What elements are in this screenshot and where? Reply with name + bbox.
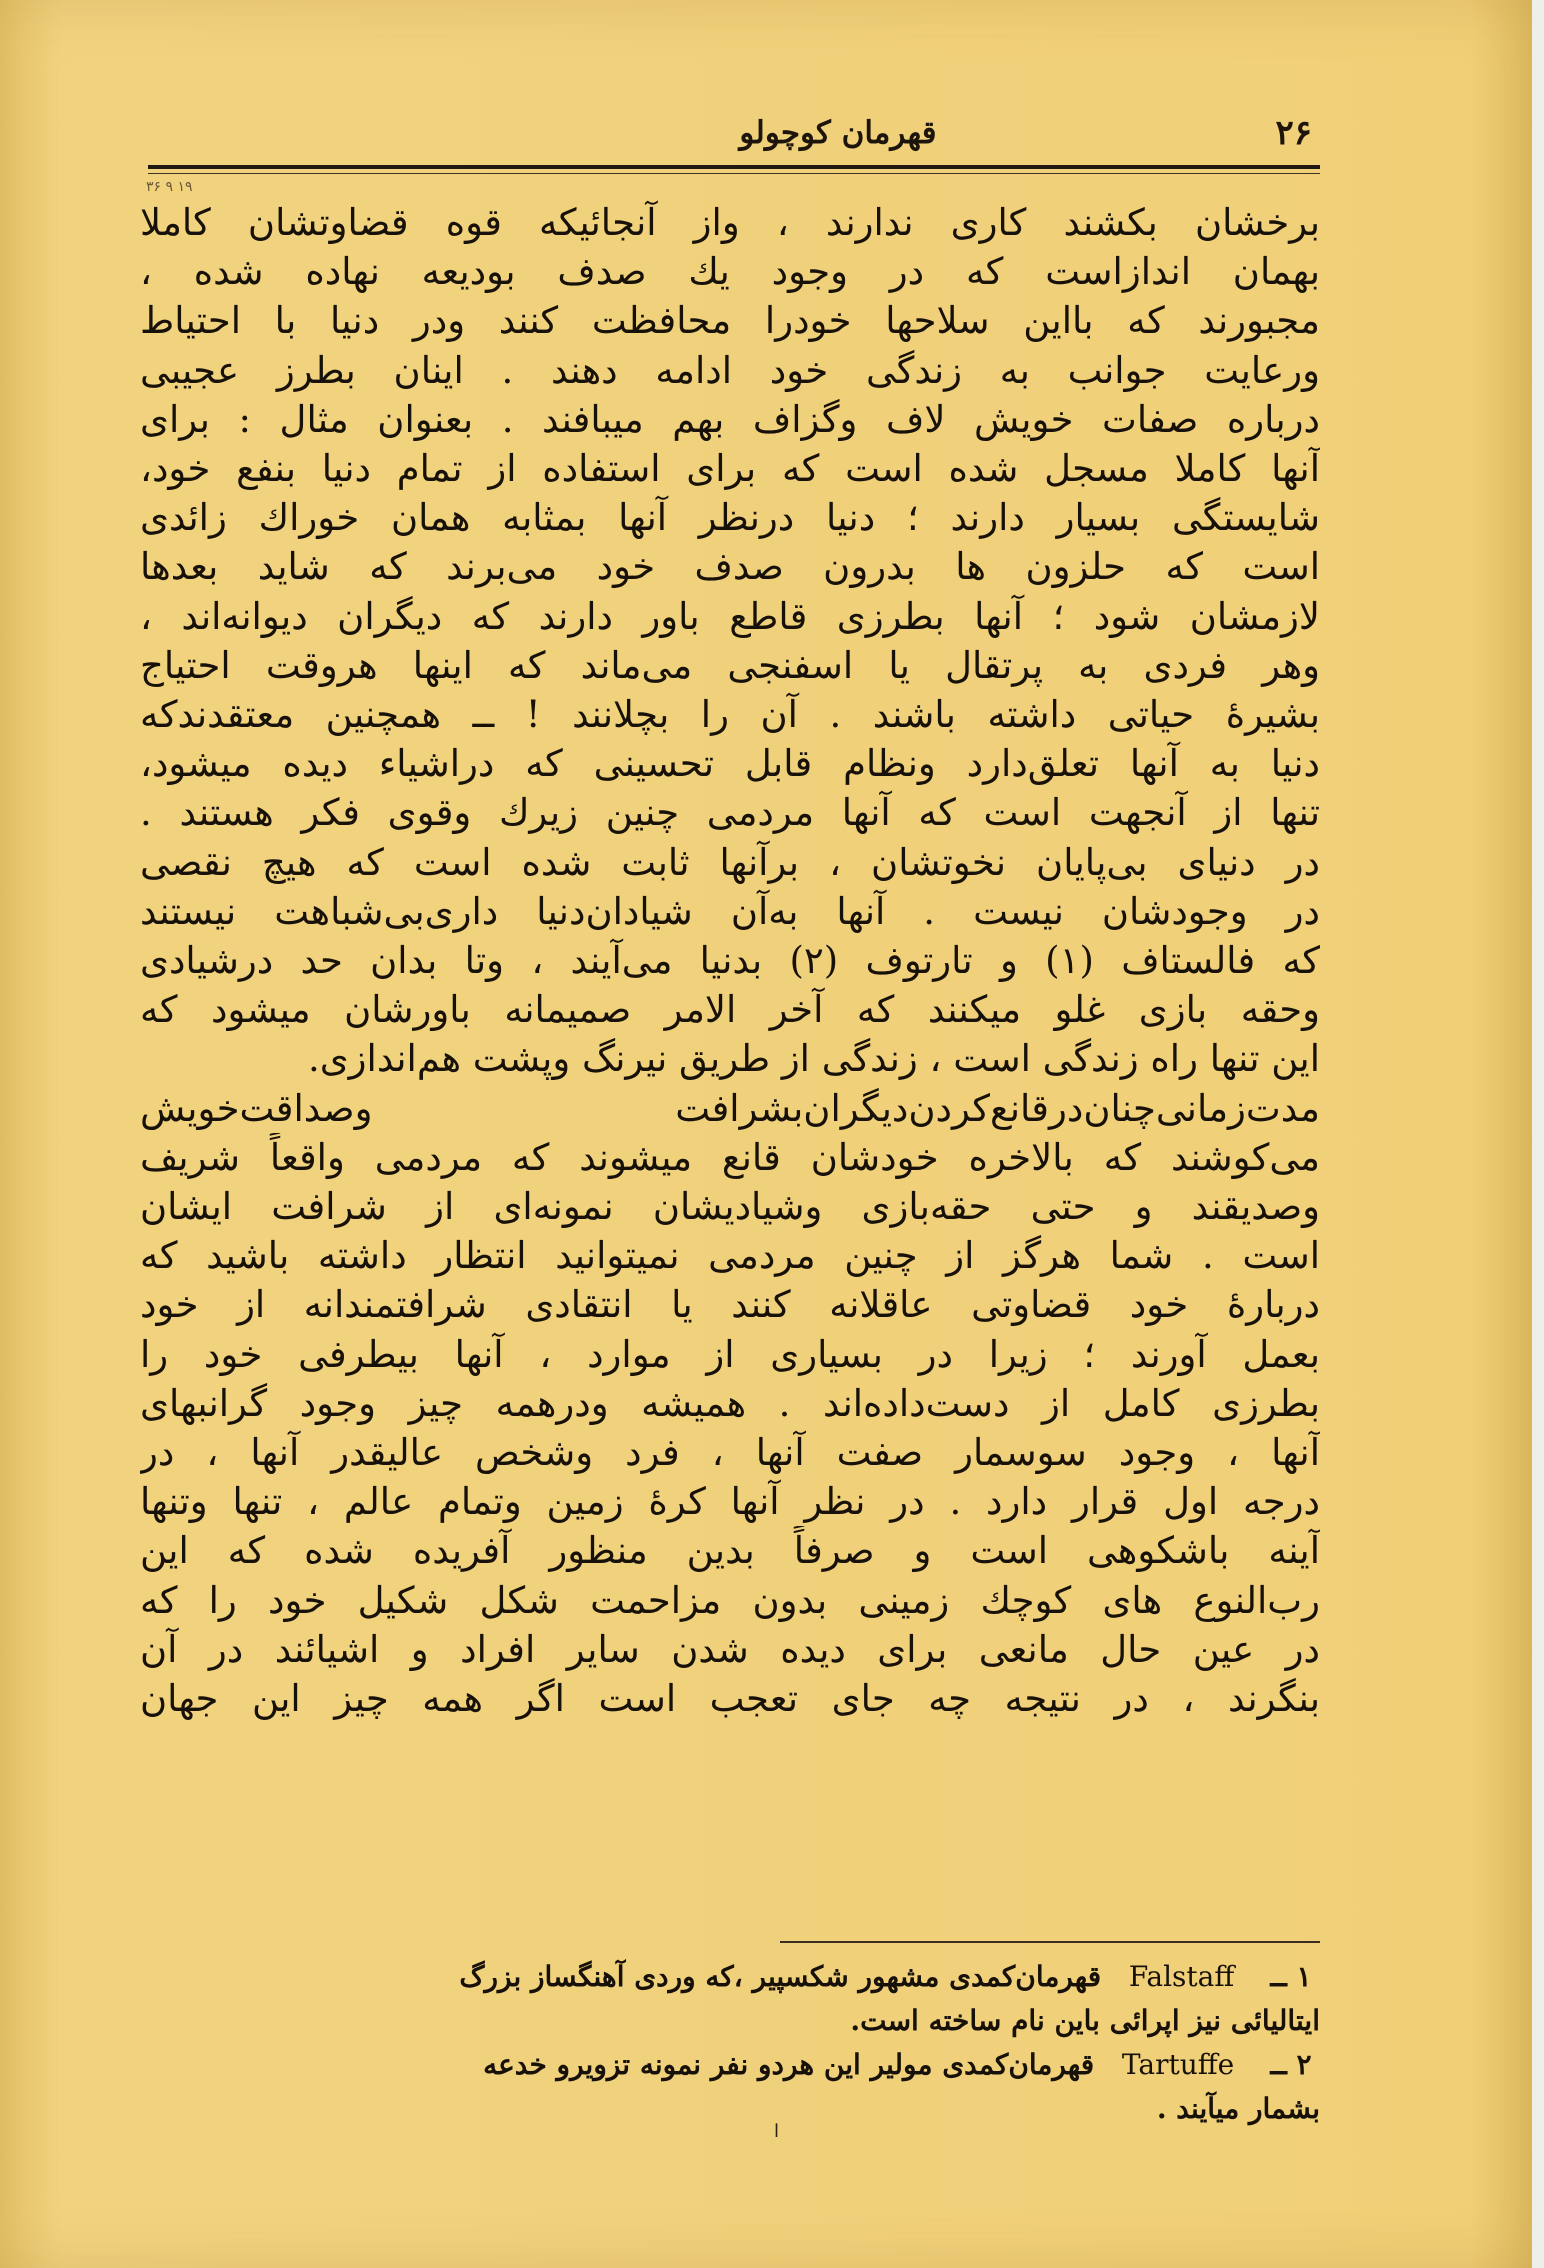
body-line-3: مجبورند که بااین سلاحها خودرا محافظت کنند ودر دنیا با احتیاط bbox=[140, 299, 1320, 343]
body-line-11: بشیرهٔ حیاتی داشته باشند . آن را بچلانند ! ــ همچنین معتقدندکه bbox=[140, 693, 1320, 737]
body-line-28: آینه باشکوهی است و صرفاً بدین منظور آفریده شده که این bbox=[140, 1529, 1320, 1573]
running-title: قهرمان کوچولو bbox=[739, 115, 937, 151]
body-line-27: درجه اول قرار دارد . در نظر آنها کرهٔ زمین وتمام عالم ، تنها وتنها bbox=[140, 1480, 1320, 1524]
body-text bbox=[140, 198, 1320, 1723]
body-line-13: تنها از آنجهت است که آنها مردمی چنین زیرك وقوی فکر هستند . bbox=[140, 791, 1320, 835]
body-line-31: بنگرند ، در نتیجه چه جای تعجب است اگر همه چیز این جهان bbox=[140, 1677, 1320, 1721]
bottom-mark: ا bbox=[774, 2121, 780, 2142]
body-line-22: است . شما هرگز از چنین مردمی نمیتوانید انتظار داشته باشید که bbox=[140, 1234, 1320, 1278]
footnotes bbox=[148, 1955, 1320, 2131]
footnote-1 bbox=[148, 1955, 1320, 1999]
body-line-15: در وجودشان نیست . آنها به‌آن شیادان‌دنیا داری‌بی‌شباهت نیستند bbox=[140, 889, 1320, 933]
body-line-21: وصدیقند و حتی حقه‌بازی وشیادیشان نمونه‌ای از شرافت ایشان bbox=[140, 1185, 1320, 1229]
body-line-12: دنیا به آنها تعلق‌دارد ونظام قابل تحسینی که دراشیاء دیده میشود، bbox=[140, 742, 1320, 786]
body-line-6: آنها کاملا مسجل شده است که برای استفاده از تمام دنیا بنفع خود، bbox=[140, 447, 1320, 491]
body-line-25: بطرزی کامل از دست‌داده‌اند . همیشه ودرهمه چیز وجود گرانبهای bbox=[140, 1381, 1320, 1425]
body-line-20: می‌کوشند که بالاخره خودشان قانع میشوند که مردمی واقعاً شریف bbox=[140, 1135, 1320, 1179]
body-line-18: این تنها راه زندگی است ، زندگی از طریق نیرنگ وپشت هم‌اندازی. bbox=[307, 1037, 1320, 1081]
body-line-7: شایستگی بسیار دارند ؛ دنیا درنظر آنها بمثابه همان خوراك زائدی bbox=[140, 496, 1320, 540]
body-line-24: بعمل آورند ؛ زیرا در بسیاری از موارد ، آنها بیطرفی خود را bbox=[140, 1332, 1320, 1376]
body-line-10: وهر فردی به پرتقال یا اسفنجی می‌ماند که اینها هروقت احتیاج bbox=[140, 643, 1320, 687]
page-number: ۲۶ bbox=[1275, 113, 1312, 153]
body-line-2: بهمان اندازاست که در وجود یك صدف بودیعه نهاده شده ، bbox=[140, 250, 1320, 294]
body-line-30: در عین حال مانعی برای دیده شدن سایر افراد و اشیائند در آن bbox=[140, 1627, 1320, 1671]
body-line-26: آنها ، وجود سوسمار صفت آنها ، فرد وشخص عالیقدر آنها ، در bbox=[140, 1431, 1320, 1475]
footnote-2-text: قهرمان‌کمدی مولیر این هردو نفر نمونه تزویرو خدعه bbox=[483, 2048, 1095, 2081]
page-header bbox=[148, 108, 1320, 160]
footnote-1-number: ۱ ــ bbox=[1270, 1960, 1312, 1993]
footnote-2-continuation: بشمار میآیند . bbox=[1156, 2092, 1320, 2125]
body-line-17: وحقه بازی غلو میکنند که آخر الامر صمیمانه باورشان میشود که bbox=[140, 988, 1320, 1032]
body-line-1: برخشان بکشند کاری ندارند ، واز آنجائیکه قوه قضاوتشان کاملا bbox=[140, 201, 1320, 244]
body-line-14: در دنیای بی‌پایان نخوتشان ، برآنها ثابت شده است که هیچ نقصی bbox=[140, 840, 1320, 884]
body-line-19: مدت‌زمانی‌چنان‌درقانع‌کردن‌دیگران‌بشرافت وصداقت‌خویش bbox=[140, 1086, 1320, 1130]
body-line-16: که فالستاف (۱) و تارتوف (۲) بدنیا می‌آیند ، وتا بدان حد درشیادی bbox=[140, 939, 1320, 983]
body-line-23: دربارهٔ خود قضاوتی عاقلانه کنند یا انتقادی شرافتمندانه از خود bbox=[140, 1283, 1320, 1327]
footnote-2-number: ۲ ــ bbox=[1270, 2048, 1312, 2081]
body-line-8: است که حلزون ها بدرون صدف خود می‌برند که شاید بعدها bbox=[140, 545, 1320, 589]
body-line-4: ورعایت جوانب به زندگی خود ادامه دهند . اینان بطرز عجیبی bbox=[140, 348, 1320, 392]
library-stamp: ۳۶ ۹ ۱۹ bbox=[146, 179, 193, 195]
footnote-1-continuation: ایتالیائی نیز اپرائی باین نام ساخته است. bbox=[850, 2004, 1320, 2037]
body-line-9: لازمشان شود ؛ آنها بطرزی قاطع باور دارند که دیگران دیوانه‌اند ، bbox=[140, 594, 1320, 638]
scan-border-strip bbox=[1532, 0, 1544, 2268]
footnote-rule bbox=[780, 1941, 1320, 1943]
footnote-1-word: Falstaff bbox=[1128, 1960, 1235, 1993]
header-rule-thin bbox=[148, 173, 1320, 174]
body-line-29: رب‌النوع های کوچك زمینی بدون مزاحمت شکل شکیل خود را که bbox=[140, 1578, 1320, 1622]
body-line-5: درباره صفات خویش لاف وگزاف بهم میبافند . بعنوان مثال : برای bbox=[140, 397, 1320, 441]
footnote-1-text: قهرمان‌کمدی مشهور شکسپیر ،که وردی آهنگساز بزرگ bbox=[459, 1960, 1102, 1993]
footnote-2-word: Tartuffe bbox=[1121, 2048, 1235, 2081]
footnote-2 bbox=[148, 2043, 1320, 2087]
header-rule-thick bbox=[148, 165, 1320, 169]
